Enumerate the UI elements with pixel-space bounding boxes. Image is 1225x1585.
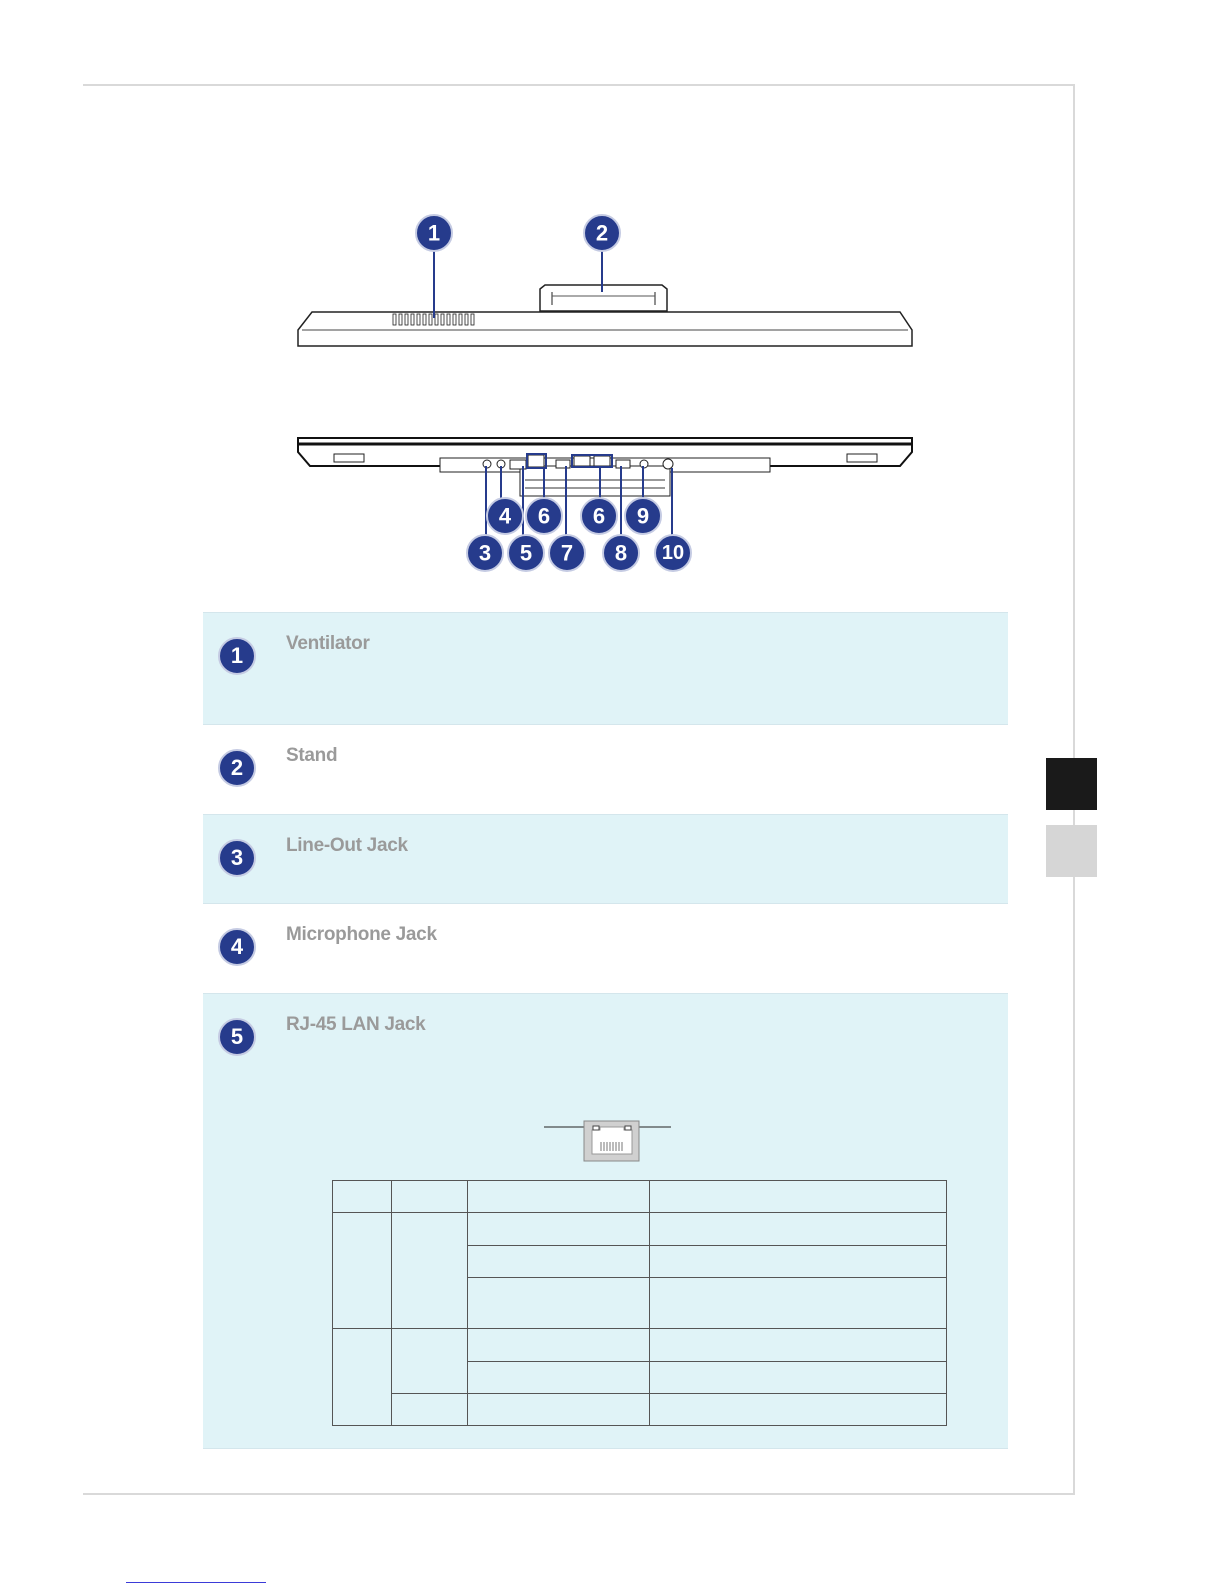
component-row-ventilator (203, 612, 1008, 724)
table-header-row (333, 1181, 947, 1213)
table-cell (468, 1278, 650, 1329)
table-cell (650, 1181, 947, 1213)
svg-text:6: 6 (592, 503, 606, 529)
svg-text:8: 8 (614, 540, 628, 566)
callout-3 (467, 535, 503, 571)
callout-8 (603, 535, 639, 571)
top-view-illustration (298, 250, 912, 346)
table-cell (650, 1278, 947, 1329)
table-cell (650, 1213, 947, 1246)
rows-bottom-border (203, 1448, 1008, 1449)
chapter-tab-inactive (1046, 825, 1097, 877)
callout-10 (655, 535, 691, 571)
svg-text:3: 3 (478, 540, 492, 566)
component-title: Line-Out Jack (286, 835, 408, 856)
callout-9 (625, 498, 661, 534)
table-cell (468, 1362, 650, 1394)
table-cell (468, 1329, 650, 1362)
callout-4 (487, 498, 523, 534)
product-diagram (0, 0, 1225, 600)
component-title: Ventilator (286, 633, 370, 654)
led-status-table (332, 1180, 947, 1426)
svg-text:10: 10 (661, 542, 685, 564)
svg-text:1: 1 (427, 220, 441, 246)
component-number-badge: 2 (218, 749, 256, 787)
table-row (333, 1213, 947, 1246)
callout-1 (416, 215, 452, 251)
callout-7 (549, 535, 585, 571)
component-number-badge: 1 (218, 637, 256, 675)
callout-2 (584, 215, 620, 251)
table-row (333, 1394, 947, 1426)
table-cell (650, 1394, 947, 1426)
component-row-stand (203, 724, 1008, 814)
table-cell (468, 1181, 650, 1213)
table-cell (333, 1181, 392, 1213)
component-row-line-out-jack (203, 814, 1008, 903)
svg-text:7: 7 (560, 540, 574, 566)
table-cell (392, 1329, 468, 1394)
table-cell (468, 1213, 650, 1246)
chapter-tab-active (1046, 758, 1097, 810)
component-number-badge: 3 (218, 839, 256, 877)
table-cell (650, 1246, 947, 1278)
svg-text:4: 4 (498, 503, 512, 529)
table-cell (333, 1213, 392, 1329)
table-cell (392, 1181, 468, 1213)
table-cell (392, 1213, 468, 1329)
table-cell (468, 1246, 650, 1278)
footer-link-line (126, 1582, 266, 1583)
callout-6b (581, 498, 617, 534)
callout-6a (526, 498, 562, 534)
component-title: RJ-45 LAN Jack (286, 1014, 426, 1035)
component-number-badge: 5 (218, 1018, 256, 1056)
table-cell (650, 1362, 947, 1394)
table-cell (392, 1394, 468, 1426)
callout-5 (508, 535, 544, 571)
component-title: Microphone Jack (286, 924, 437, 945)
component-title: Stand (286, 745, 338, 766)
svg-text:9: 9 (636, 503, 650, 529)
component-number-badge: 4 (218, 928, 256, 966)
component-row-microphone-jack (203, 903, 1008, 993)
svg-text:2: 2 (595, 220, 609, 246)
svg-text:5: 5 (519, 540, 533, 566)
table-cell (650, 1329, 947, 1362)
table-row (333, 1329, 947, 1362)
rj45-jack-illustration (540, 1118, 675, 1166)
svg-text:6: 6 (537, 503, 551, 529)
table-cell (468, 1394, 650, 1426)
table-cell (333, 1329, 392, 1426)
page-frame-bottom (83, 1493, 1075, 1495)
